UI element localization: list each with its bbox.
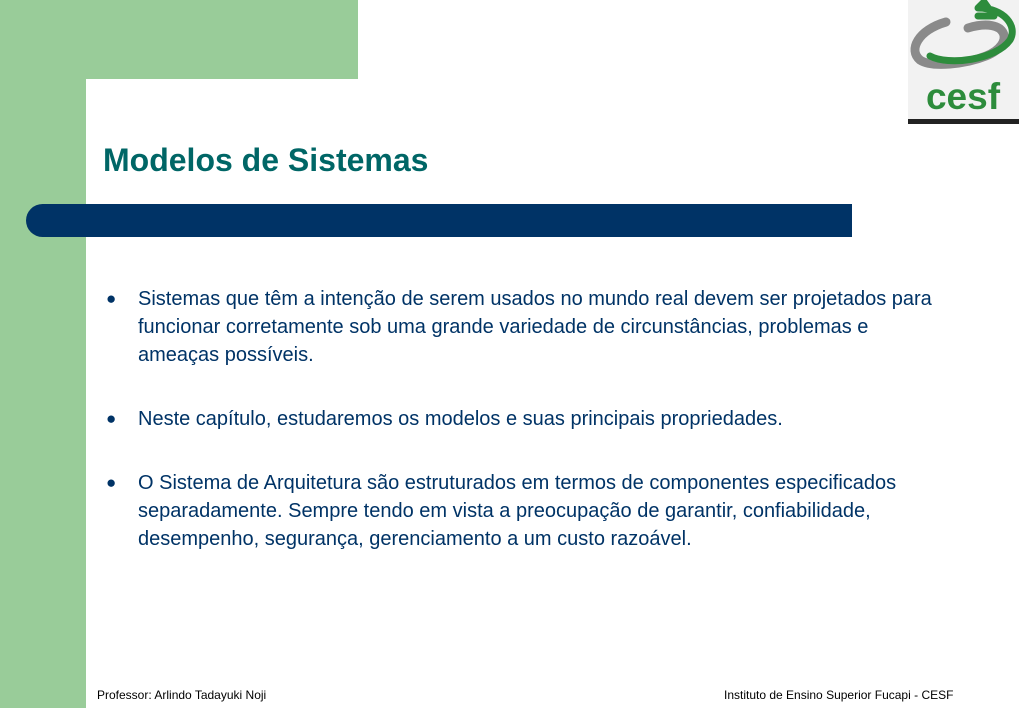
slide-title: Modelos de Sistemas (103, 142, 429, 178)
bullet-text: Neste capítulo, estudaremos os modelos e suas principais propriedades. (138, 408, 783, 430)
bullet-icon: ● (106, 409, 117, 428)
footer-institute: Instituto de Ensino Superior Fucapi - CESF (724, 688, 954, 702)
bullet-text: Sistemas que têm a intenção de serem usados no mundo real devem ser projetados para funcionar corretamente sob uma grande variedade de circunstâncias, problemas e ameaças possíveis. (138, 288, 932, 366)
list-item (106, 285, 946, 369)
bullet-icon: ● (106, 289, 117, 308)
list-item (106, 405, 946, 433)
logo-text: cesf (925, 76, 1001, 117)
title-underline-bar (26, 204, 852, 237)
cesf-logo (908, 0, 1019, 124)
bullet-list (106, 285, 946, 589)
footer-professor: Professor: Arlindo Tadayuki Noji (97, 688, 267, 702)
green-side-band (0, 0, 86, 708)
bullet-text: O Sistema de Arquitetura são estruturados em termos de componentes especificados separadamente. Sempre tendo em vista a preocupação de garantir, confiabilidade, desempenho, segurança, gerenciamento a um custo razoável. (138, 472, 897, 550)
bullet-icon: ● (106, 473, 117, 492)
green-top-band (0, 0, 358, 79)
list-item (106, 469, 946, 553)
